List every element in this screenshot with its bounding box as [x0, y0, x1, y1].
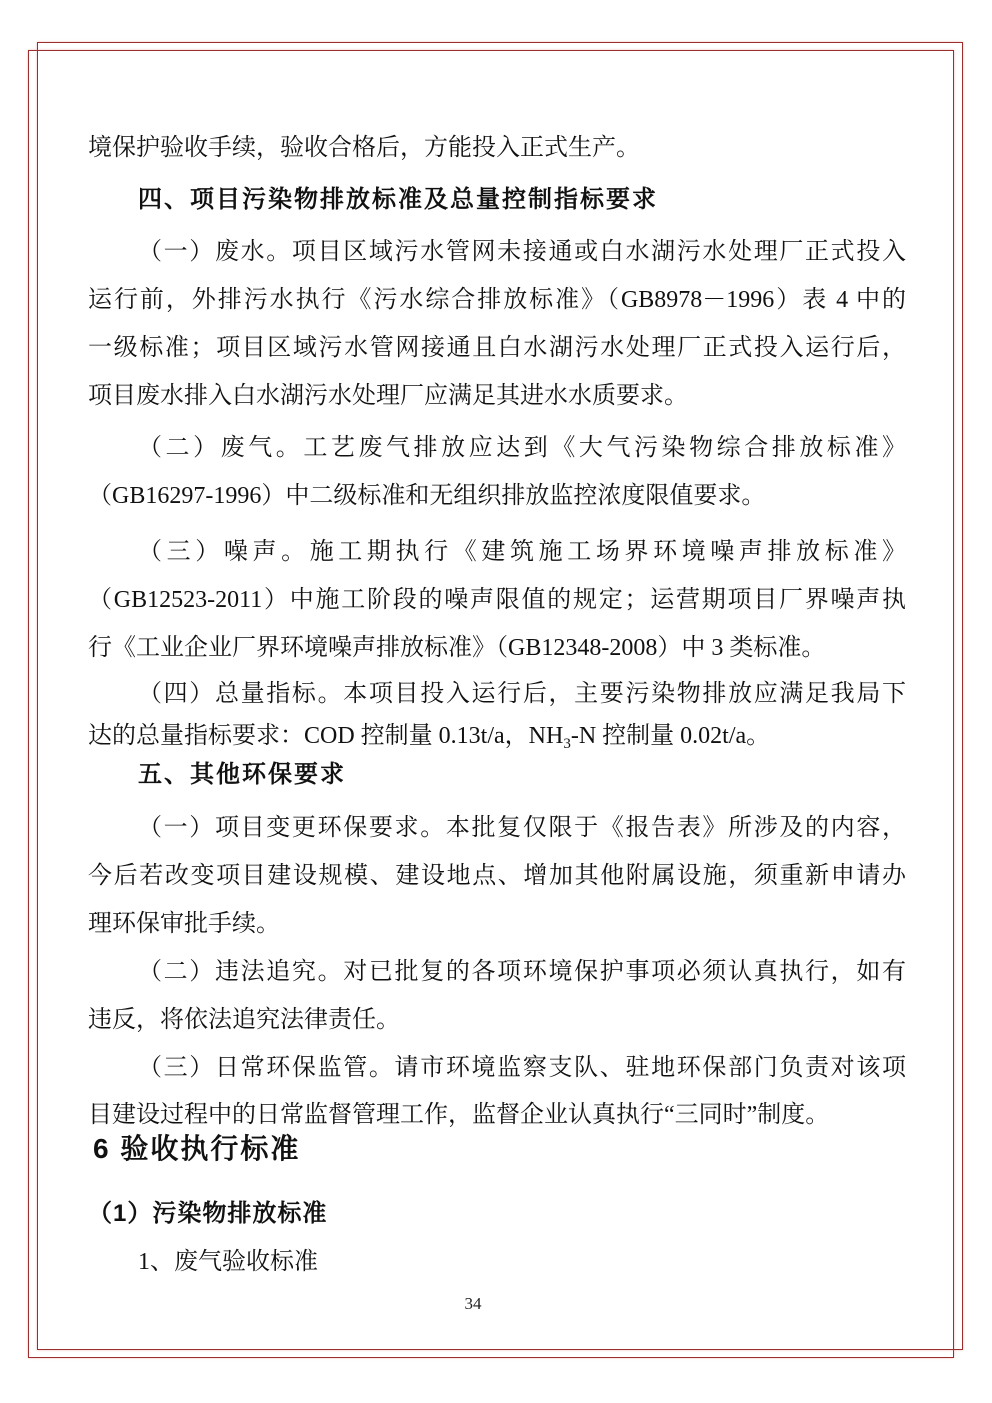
- text-line: （二）违法追究。对已批复的各项环境保护事项必须认真执行，如有: [138, 959, 906, 985]
- section-heading: 四、项目污染物排放标准及总量控制指标要求: [138, 187, 658, 213]
- text-line: 今后若改变项目建设规模、建设地点、增加其他附属设施，须重新申请办: [88, 863, 906, 889]
- text-line: （四）总量指标。本项目投入运行后，主要污染物排放应满足我局下: [138, 681, 906, 707]
- subscript-text: 3: [563, 736, 571, 752]
- text-line: （一）废水。项目区域污水管网未接通或白水湖污水处理厂正式投入: [138, 239, 906, 265]
- text-line: 违反，将依法追究法律责任。: [88, 1007, 400, 1033]
- text-line: 境保护验收手续，验收合格后，方能投入正式生产。: [88, 135, 640, 161]
- text-line: 行《工业企业厂界环境噪声排放标准》（GB12348-2008）中 3 类标准。: [88, 635, 826, 661]
- text-line: 理环保审批手续。: [88, 911, 280, 937]
- text-run: 达的总量指标要求：COD 控制量 0.13t/a，NH: [88, 723, 564, 749]
- text-line: （GB16297-1996）中二级标准和无组织排放监控浓度限值要求。: [88, 483, 766, 509]
- text-line: （三）噪声。施工期执行《建筑施工场界环境噪声排放标准》: [138, 539, 906, 565]
- text-line: （GB12523-2011）中施工阶段的噪声限值的规定；运营期项目厂界噪声执: [88, 587, 906, 613]
- text-line: 运行前，外排污水执行《污水综合排放标准》（GB8978－1996）表 4 中的: [88, 287, 906, 313]
- text-line: （一）项目变更环保要求。本批复仅限于《报告表》所涉及的内容，: [138, 815, 906, 841]
- document-body: [88, 124, 906, 1286]
- text-line: 1、废气验收标准: [138, 1249, 318, 1275]
- page-number: 34: [464, 1294, 482, 1313]
- text-line: （三）日常环保监管。请市环境监察支队、驻地环保部门负责对该项: [138, 1055, 906, 1081]
- text-line: （二）废气。工艺废气排放应达到《大气污染物综合排放标准》: [138, 435, 906, 461]
- text-line: 目建设过程中的日常监督管理工作，监督企业认真执行“三同时”制度。: [88, 1102, 830, 1128]
- text-line: 一级标准；项目区域污水管网接通且白水湖污水处理厂正式投入运行后，: [88, 335, 906, 361]
- text-line: 项目废水排入白水湖污水处理厂应满足其进水水质要求。: [88, 383, 688, 409]
- chapter-heading: 6 验收执行标准: [93, 1133, 301, 1164]
- section-heading: 五、其他环保要求: [138, 762, 346, 788]
- sub-section-heading: （1）污染物排放标准: [88, 1200, 328, 1227]
- text-run: -N 控制量 0.02t/a。: [570, 723, 771, 749]
